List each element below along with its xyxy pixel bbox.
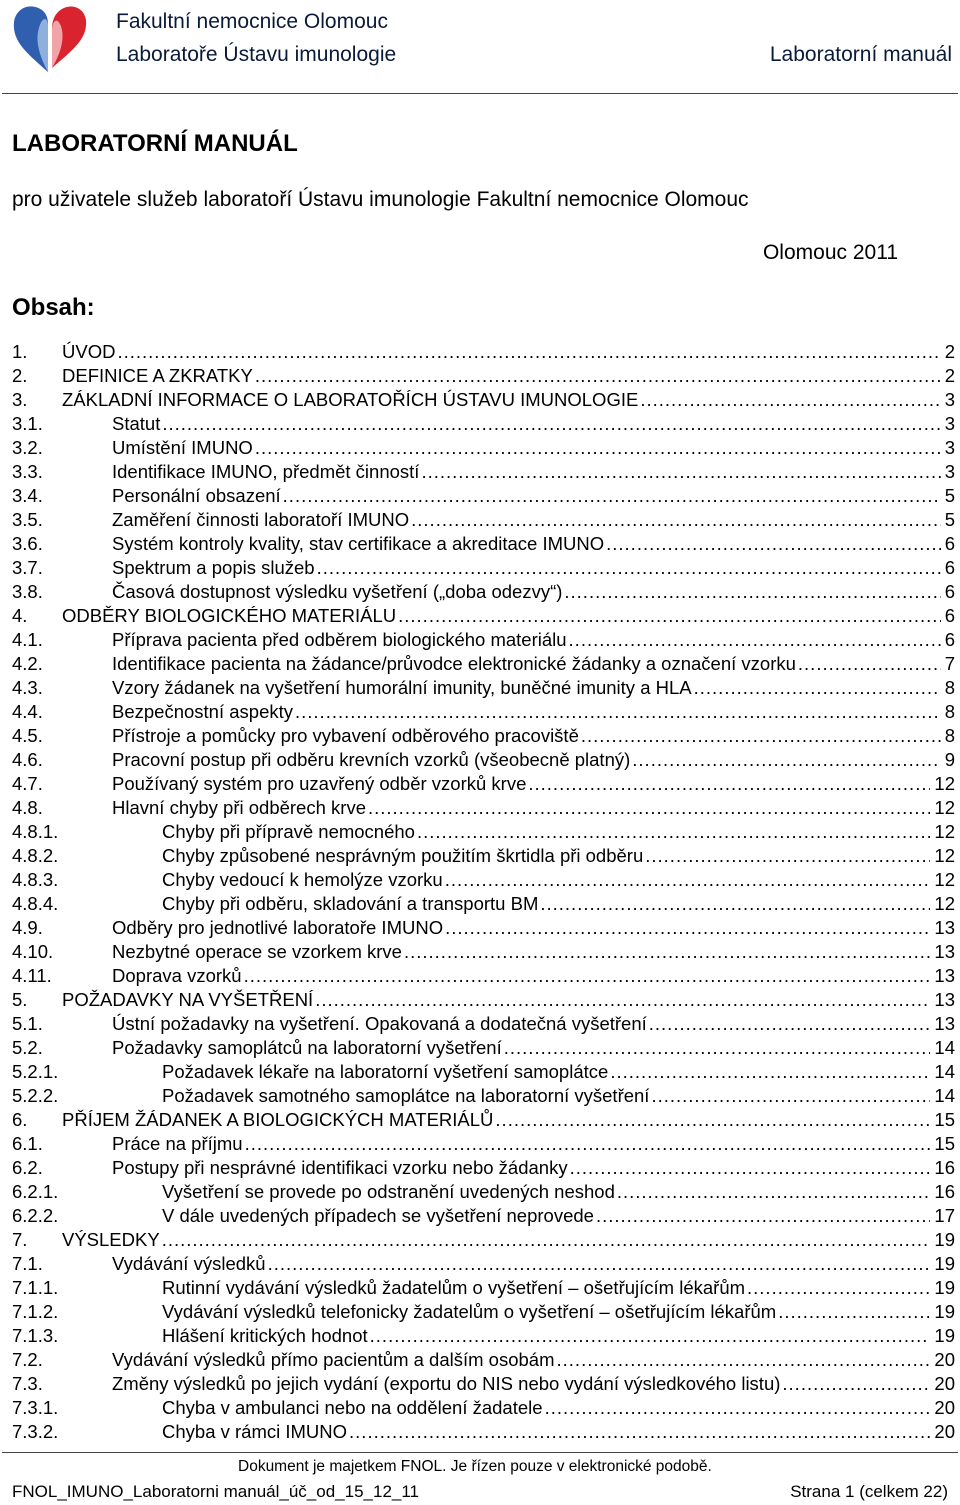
- page-header: [0, 0, 960, 95]
- toc-entry-page: 13: [934, 941, 955, 962]
- toc-entry-number: 3.3.: [12, 461, 43, 482]
- toc-entry-title: Systém kontroly kvality, stav certifikace a akreditace IMUNO: [112, 533, 605, 554]
- toc-entry[interactable]: [12, 964, 955, 988]
- toc-entry-title: Změny výsledků po jejich vydání (exportu do NIS nebo vydání výsledkového listu): [112, 1373, 781, 1394]
- toc-entry-number: 5.2.: [12, 1037, 43, 1058]
- toc-entry-title: Postupy při nesprávné identifikaci vzorku nebo žádanky: [112, 1157, 568, 1178]
- toc-entry-page: 15: [934, 1133, 955, 1154]
- toc-entry-body: [112, 748, 955, 772]
- toc-leader-dots: [162, 412, 940, 436]
- toc-entry[interactable]: [12, 1180, 955, 1204]
- footer-divider: [2, 1452, 958, 1453]
- toc-entry-body: [112, 796, 955, 820]
- toc-entry-body: [112, 940, 955, 964]
- toc-leader-dots: [570, 1156, 931, 1180]
- toc-entry-number: 6.: [12, 1109, 28, 1130]
- toc-leader-dots: [421, 460, 940, 484]
- toc-entry-body: [112, 412, 955, 436]
- toc-entry[interactable]: [12, 868, 955, 892]
- toc-entry[interactable]: [12, 1036, 955, 1060]
- toc-entry-page: 3: [944, 413, 955, 434]
- toc-entry-number: 4.5.: [12, 725, 43, 746]
- toc-leader-dots: [569, 628, 941, 652]
- toc-entry-page: 20: [934, 1397, 955, 1418]
- toc-entry-page: 12: [934, 821, 955, 842]
- toc-entry-number: 2.: [12, 365, 28, 386]
- toc-entry-page: 13: [934, 965, 955, 986]
- toc-entry-body: [162, 1300, 955, 1324]
- toc-entry-number: 4.8.: [12, 797, 43, 818]
- toc-entry-title: Chyba v rámci IMUNO: [162, 1421, 348, 1442]
- toc-entry-page: 20: [934, 1421, 955, 1442]
- toc-entry-number: 4.8.2.: [12, 845, 59, 866]
- toc-entry-title: PŘÍJEM ŽÁDANEK A BIOLOGICKÝCH MATERIÁLŮ: [62, 1109, 494, 1130]
- toc-entry-body: [62, 364, 955, 388]
- toc-entry-number: 3.2.: [12, 437, 43, 458]
- place-year: Olomouc 2011: [762, 241, 898, 264]
- toc-entry-title: Spektrum a popis služeb: [112, 557, 315, 578]
- toc-leader-dots: [162, 1228, 931, 1252]
- toc-entry-page: 19: [934, 1229, 955, 1250]
- toc-entry-page: 20: [934, 1373, 955, 1394]
- toc-entry-page: 14: [934, 1037, 955, 1058]
- toc-entry-page: 2: [944, 341, 955, 362]
- toc-entry-body: [112, 1252, 955, 1276]
- toc-entry-number: 4.8.3.: [12, 869, 59, 890]
- toc-entry-number: 7.3.1.: [12, 1397, 59, 1418]
- toc-leader-dots: [581, 724, 941, 748]
- table-of-contents: [12, 340, 955, 1444]
- toc-entry-page: 19: [934, 1253, 955, 1274]
- toc-entry-page: 16: [934, 1157, 955, 1178]
- toc-leader-dots: [268, 1252, 931, 1276]
- toc-entry-title: DEFINICE A ZKRATKY: [62, 365, 253, 386]
- toc-entry-page: 14: [934, 1085, 955, 1106]
- toc-entry-page: 12: [934, 845, 955, 866]
- fnol-heart-logo-icon: [10, 2, 90, 74]
- toc-entry-number: 3.: [12, 389, 28, 410]
- toc-entry[interactable]: [12, 1132, 955, 1156]
- toc-entry[interactable]: [12, 724, 955, 748]
- toc-entry-number: 7.1.: [12, 1253, 43, 1274]
- toc-entry-body: [112, 628, 955, 652]
- toc-entry[interactable]: [12, 1372, 955, 1396]
- toc-entry-page: 8: [944, 725, 955, 746]
- toc-entry-body: [162, 1396, 955, 1420]
- toc-entry[interactable]: [12, 1108, 955, 1132]
- toc-entry-body: [112, 1372, 955, 1396]
- toc-entry-body: [162, 1324, 955, 1348]
- document-title: LABORATORNÍ MANUÁL: [12, 130, 298, 157]
- toc-entry-title: Chyby způsobené nesprávným použitím škrtidla při odběru: [162, 845, 644, 866]
- toc-entry-body: [162, 844, 955, 868]
- toc-entry[interactable]: [12, 844, 955, 868]
- toc-entry-number: 3.6.: [12, 533, 43, 554]
- toc-leader-dots: [632, 748, 940, 772]
- toc-leader-dots: [606, 532, 941, 556]
- toc-entry[interactable]: [12, 508, 955, 532]
- toc-entry-title: Chyby při přípravě nemocného: [162, 821, 415, 842]
- toc-entry-title: Doprava vzorků: [112, 965, 242, 986]
- toc-entry-number: 7.2.: [12, 1349, 43, 1370]
- toc-entry-number: 4.1.: [12, 629, 43, 650]
- toc-entry-title: Práce na příjmu: [112, 1133, 243, 1154]
- toc-entry-number: 4.2.: [12, 653, 43, 674]
- toc-entry-number: 6.1.: [12, 1133, 43, 1154]
- toc-leader-dots: [540, 892, 930, 916]
- toc-entry-body: [62, 1228, 955, 1252]
- toc-entry-title: Odběry pro jednotlivé laboratoře IMUNO: [112, 917, 444, 938]
- toc-entry[interactable]: [12, 748, 955, 772]
- doc-type: Laboratorní manuál: [769, 43, 952, 66]
- toc-entry[interactable]: [12, 1300, 955, 1324]
- toc-entry-page: 8: [944, 701, 955, 722]
- toc-entry-body: [162, 1204, 955, 1228]
- toc-entry-title: Vydávání výsledků přímo pacientům a dalším osobám: [112, 1349, 555, 1370]
- toc-entry-number: 4.: [12, 605, 28, 626]
- toc-entry-body: [112, 532, 955, 556]
- toc-entry-page: 14: [934, 1061, 955, 1082]
- toc-leader-dots: [504, 1036, 931, 1060]
- toc-entry-title: Požadavky samoplátců na laboratorní vyšetření: [112, 1037, 502, 1058]
- toc-entry-title: Zaměření činnosti laboratoří IMUNO: [112, 509, 410, 530]
- toc-entry[interactable]: [12, 1324, 955, 1348]
- toc-entry-page: 19: [934, 1277, 955, 1298]
- toc-entry[interactable]: [12, 1012, 955, 1036]
- toc-entry[interactable]: [12, 388, 955, 412]
- toc-entry-number: 5.2.1.: [12, 1061, 59, 1082]
- toc-entry-number: 6.2.: [12, 1157, 43, 1178]
- toc-entry-page: 5: [944, 485, 955, 506]
- toc-entry-page: 17: [934, 1205, 955, 1226]
- toc-entry-body: [62, 604, 955, 628]
- toc-entry-title: Hlavní chyby při odběrech krve: [112, 797, 366, 818]
- toc-entry-number: 3.5.: [12, 509, 43, 530]
- toc-leader-dots: [411, 508, 941, 532]
- toc-entry[interactable]: [12, 940, 955, 964]
- toc-leader-dots: [495, 1108, 930, 1132]
- toc-entry-page: 6: [944, 557, 955, 578]
- toc-entry[interactable]: [12, 556, 955, 580]
- toc-entry-title: Ústní požadavky na vyšetření. Opakovaná a dodatečná vyšetření: [112, 1013, 647, 1034]
- toc-leader-dots: [349, 1420, 930, 1444]
- toc-entry-title: ODBĚRY BIOLOGICKÉHO MATERIÁLU: [62, 605, 397, 626]
- toc-entry-title: POŽADAVKY NA VYŠETŘENÍ: [62, 989, 314, 1010]
- toc-entry[interactable]: [12, 892, 955, 916]
- toc-leader-dots: [596, 1204, 930, 1228]
- toc-entry-number: 4.9.: [12, 917, 43, 938]
- toc-entry-page: 13: [934, 917, 955, 938]
- toc-entry-title: Pracovní postup při odběru krevních vzorků (všeobecně platný): [112, 749, 631, 770]
- toc-entry-body: [112, 460, 955, 484]
- toc-entry-number: 4.4.: [12, 701, 43, 722]
- toc-entry-page: 7: [944, 653, 955, 674]
- toc-leader-dots: [317, 556, 941, 580]
- toc-entry[interactable]: [12, 1084, 955, 1108]
- toc-entry[interactable]: [12, 460, 955, 484]
- toc-entry-body: [112, 1156, 955, 1180]
- toc-entry-page: 8: [944, 677, 955, 698]
- toc-entry-title: Časová dostupnost výsledku vyšetření („doba odezvy“): [112, 581, 563, 602]
- toc-entry[interactable]: [12, 772, 955, 796]
- toc-leader-dots: [610, 1060, 930, 1084]
- toc-entry-number: 3.1.: [12, 413, 43, 434]
- toc-entry-page: 20: [934, 1349, 955, 1370]
- toc-entry-number: 4.11.: [12, 965, 52, 986]
- toc-entry-body: [112, 964, 955, 988]
- toc-entry-page: 12: [934, 869, 955, 890]
- toc-entry-body: [112, 700, 955, 724]
- toc-entry-title: Vydávání výsledků: [112, 1253, 266, 1274]
- toc-entry[interactable]: [12, 1252, 955, 1276]
- toc-entry-page: 12: [934, 893, 955, 914]
- toc-entry[interactable]: [12, 1204, 955, 1228]
- toc-leader-dots: [528, 772, 930, 796]
- toc-entry-number: 7.1.3.: [12, 1325, 59, 1346]
- toc-entry-page: 12: [934, 797, 955, 818]
- toc-entry[interactable]: [12, 628, 955, 652]
- toc-entry-page: 6: [944, 605, 955, 626]
- org-name: Fakultní nemocnice Olomouc: [116, 10, 388, 33]
- toc-entry-title: Používaný systém pro uzavřený odběr vzorků krve: [112, 773, 527, 794]
- toc-entry-body: [112, 676, 955, 700]
- toc-entry-title: Bezpečnostní aspekty: [112, 701, 293, 722]
- toc-entry-title: Přístroje a pomůcky pro vybavení odběrového pracoviště: [112, 725, 579, 746]
- toc-leader-dots: [645, 844, 930, 868]
- toc-entry-page: 19: [934, 1301, 955, 1322]
- toc-entry-title: ÚVOD: [62, 341, 116, 362]
- toc-entry-title: Chyby při odběru, skladování a transportu BM: [162, 893, 539, 914]
- toc-leader-dots: [368, 796, 930, 820]
- toc-entry-body: [112, 436, 955, 460]
- toc-entry-title: Rutinní vydávání výsledků žadatelům o vyšetření – ošetřujícím lékařům: [162, 1277, 746, 1298]
- toc-leader-dots: [798, 652, 941, 676]
- toc-entry[interactable]: [12, 532, 955, 556]
- toc-entry-body: [112, 484, 955, 508]
- toc-entry-title: ZÁKLADNÍ INFORMACE O LABORATOŘÍCH ÚSTAVU IMUNOLOGIE: [62, 389, 639, 410]
- toc-entry-body: [162, 1060, 955, 1084]
- toc-entry[interactable]: [12, 1156, 955, 1180]
- toc-entry-title: Personální obsazení: [112, 485, 281, 506]
- toc-entry[interactable]: [12, 1348, 955, 1372]
- toc-entry-number: 5.1.: [12, 1013, 43, 1034]
- toc-entry[interactable]: [12, 652, 955, 676]
- toc-entry[interactable]: [12, 820, 955, 844]
- toc-entry-body: [112, 556, 955, 580]
- toc-entry-page: 3: [944, 461, 955, 482]
- page-info: Strana 1 (celkem 22): [790, 1482, 948, 1501]
- toc-leader-dots: [398, 604, 941, 628]
- toc-entry-page: 6: [944, 581, 955, 602]
- toc-entry-body: [62, 340, 955, 364]
- toc-entry-number: 4.3.: [12, 677, 43, 698]
- toc-entry-title: Příprava pacienta před odběrem biologického materiálu: [112, 629, 567, 650]
- contents-heading: Obsah:: [12, 294, 95, 321]
- toc-entry-page: 9: [944, 749, 955, 770]
- toc-entry[interactable]: [12, 364, 955, 388]
- toc-leader-dots: [445, 916, 930, 940]
- toc-entry-page: 3: [944, 389, 955, 410]
- toc-entry-title: Vyšetření se provede po odstranění uvedených neshod: [162, 1181, 615, 1202]
- toc-entry-number: 5.: [12, 989, 28, 1010]
- toc-leader-dots: [315, 988, 930, 1012]
- toc-leader-dots: [564, 580, 940, 604]
- document-subtitle: pro uživatele služeb laboratoří Ústavu imunologie Fakultní nemocnice Olomouc: [12, 188, 749, 211]
- toc-entry-number: 5.2.2.: [12, 1085, 59, 1106]
- toc-entry-number: 3.8.: [12, 581, 43, 602]
- toc-entry-body: [112, 1348, 955, 1372]
- document-id: FNOL_IMUNO_Laboratorni manuál_úč_od_15_12_11: [12, 1482, 419, 1501]
- toc-entry[interactable]: [12, 436, 955, 460]
- toc-leader-dots: [370, 1324, 931, 1348]
- toc-entry[interactable]: [12, 484, 955, 508]
- toc-entry-body: [112, 1036, 955, 1060]
- toc-entry[interactable]: [12, 1276, 955, 1300]
- toc-entry-page: 19: [934, 1325, 955, 1346]
- toc-entry-title: Hlášení kritických hodnot: [162, 1325, 368, 1346]
- toc-entry-page: 5: [944, 509, 955, 530]
- toc-leader-dots: [283, 484, 941, 508]
- toc-leader-dots: [295, 700, 941, 724]
- toc-entry-body: [162, 1084, 955, 1108]
- toc-entry-body: [62, 988, 955, 1012]
- toc-entry-title: Identifikace pacienta na žádance/průvodce elektronické žádanky a označení vzorku: [112, 653, 796, 674]
- toc-leader-dots: [694, 676, 941, 700]
- toc-leader-dots: [404, 940, 930, 964]
- toc-entry-body: [112, 580, 955, 604]
- toc-entry-page: 13: [934, 989, 955, 1010]
- toc-entry-number: 7.1.1.: [12, 1277, 59, 1298]
- toc-entry-body: [112, 916, 955, 940]
- toc-entry[interactable]: [12, 700, 955, 724]
- header-divider: [2, 93, 958, 94]
- toc-entry-body: [162, 868, 955, 892]
- toc-entry-number: 7.3.: [12, 1373, 43, 1394]
- toc-leader-dots: [649, 1012, 931, 1036]
- toc-entry[interactable]: [12, 1396, 955, 1420]
- toc-entry-title: Chyby vedoucí k hemolýze vzorku: [162, 869, 443, 890]
- toc-leader-dots: [747, 1276, 930, 1300]
- footer-note: Dokument je majetkem FNOL. Je řízen pouze v elektronické podobě.: [238, 1458, 712, 1475]
- toc-entry-number: 3.7.: [12, 557, 43, 578]
- toc-entry-number: 6.2.2.: [12, 1205, 59, 1226]
- toc-leader-dots: [778, 1300, 930, 1324]
- toc-entry-number: 7.1.2.: [12, 1301, 59, 1322]
- toc-entry-body: [62, 1108, 955, 1132]
- toc-entry-title: Vzory žádanek na vyšetření humorální imunity, buněčné imunity a HLA: [112, 677, 692, 698]
- toc-entry-title: Vydávání výsledků telefonicky žadatelům o vyšetření – ošetřujícím lékařům: [162, 1301, 777, 1322]
- toc-leader-dots: [245, 1132, 931, 1156]
- toc-leader-dots: [417, 820, 930, 844]
- toc-entry-number: 4.8.4.: [12, 893, 59, 914]
- toc-entry-title: Požadavek samotného samoplátce na laboratorní vyšetření: [162, 1085, 650, 1106]
- toc-entry[interactable]: [12, 604, 955, 628]
- toc-entry-number: 1.: [12, 341, 28, 362]
- toc-entry-number: 4.10.: [12, 941, 54, 962]
- toc-entry[interactable]: [12, 340, 955, 364]
- toc-leader-dots: [117, 340, 940, 364]
- toc-entry-body: [162, 892, 955, 916]
- toc-leader-dots: [445, 868, 931, 892]
- toc-leader-dots: [651, 1084, 930, 1108]
- toc-entry[interactable]: [12, 916, 955, 940]
- toc-entry-page: 6: [944, 533, 955, 554]
- toc-entry-body: [162, 1180, 955, 1204]
- toc-leader-dots: [255, 436, 941, 460]
- toc-entry-page: 6: [944, 629, 955, 650]
- toc-entry[interactable]: [12, 796, 955, 820]
- toc-leader-dots: [244, 964, 931, 988]
- toc-entry-title: Identifikace IMUNO, předmět činností: [112, 461, 420, 482]
- toc-entry-number: 7.3.2.: [12, 1421, 59, 1442]
- toc-entry-title: Umístění IMUNO: [112, 437, 253, 458]
- toc-entry-title: VÝSLEDKY: [62, 1229, 160, 1250]
- toc-entry-body: [112, 772, 955, 796]
- toc-entry-body: [162, 820, 955, 844]
- toc-entry-body: [112, 1132, 955, 1156]
- toc-entry-title: Statut: [112, 413, 161, 434]
- toc-entry-number: 7.: [12, 1229, 28, 1250]
- toc-leader-dots: [255, 364, 941, 388]
- toc-entry-body: [112, 724, 955, 748]
- toc-entry-body: [112, 652, 955, 676]
- toc-entry-body: [62, 388, 955, 412]
- toc-entry-title: V dále uvedených případech se vyšetření neprovede: [162, 1205, 594, 1226]
- toc-entry-number: 4.6.: [12, 749, 43, 770]
- toc-leader-dots: [557, 1348, 931, 1372]
- toc-entry-body: [112, 1012, 955, 1036]
- department-name: Laboratoře Ústavu imunologie: [116, 43, 397, 66]
- toc-entry-page: 16: [934, 1181, 955, 1202]
- toc-entry-page: 2: [944, 365, 955, 386]
- toc-entry-page: 13: [934, 1013, 955, 1034]
- toc-entry-number: 4.8.1.: [12, 821, 59, 842]
- toc-entry[interactable]: [12, 412, 955, 436]
- toc-entry-body: [112, 508, 955, 532]
- toc-entry-page: 12: [934, 773, 955, 794]
- toc-entry[interactable]: [12, 580, 955, 604]
- toc-entry-number: 6.2.1.: [12, 1181, 59, 1202]
- toc-leader-dots: [617, 1180, 931, 1204]
- toc-entry-number: 4.7.: [12, 773, 43, 794]
- toc-entry-body: [162, 1420, 955, 1444]
- toc-entry-page: 3: [944, 437, 955, 458]
- toc-entry[interactable]: [12, 1228, 955, 1252]
- toc-entry-body: [162, 1276, 955, 1300]
- toc-leader-dots: [782, 1372, 930, 1396]
- toc-entry-page: 15: [934, 1109, 955, 1130]
- toc-leader-dots: [640, 388, 940, 412]
- toc-entry[interactable]: [12, 988, 955, 1012]
- toc-entry[interactable]: [12, 1060, 955, 1084]
- toc-entry[interactable]: [12, 1420, 955, 1444]
- toc-entry-title: Požadavek lékaře na laboratorní vyšetření samoplátce: [162, 1061, 609, 1082]
- toc-entry-number: 3.4.: [12, 485, 43, 506]
- toc-leader-dots: [545, 1396, 931, 1420]
- toc-entry-title: Nezbytné operace se vzorkem krve: [112, 941, 402, 962]
- toc-entry[interactable]: [12, 676, 955, 700]
- toc-entry-title: Chyba v ambulanci nebo na oddělení žadatele: [162, 1397, 543, 1418]
